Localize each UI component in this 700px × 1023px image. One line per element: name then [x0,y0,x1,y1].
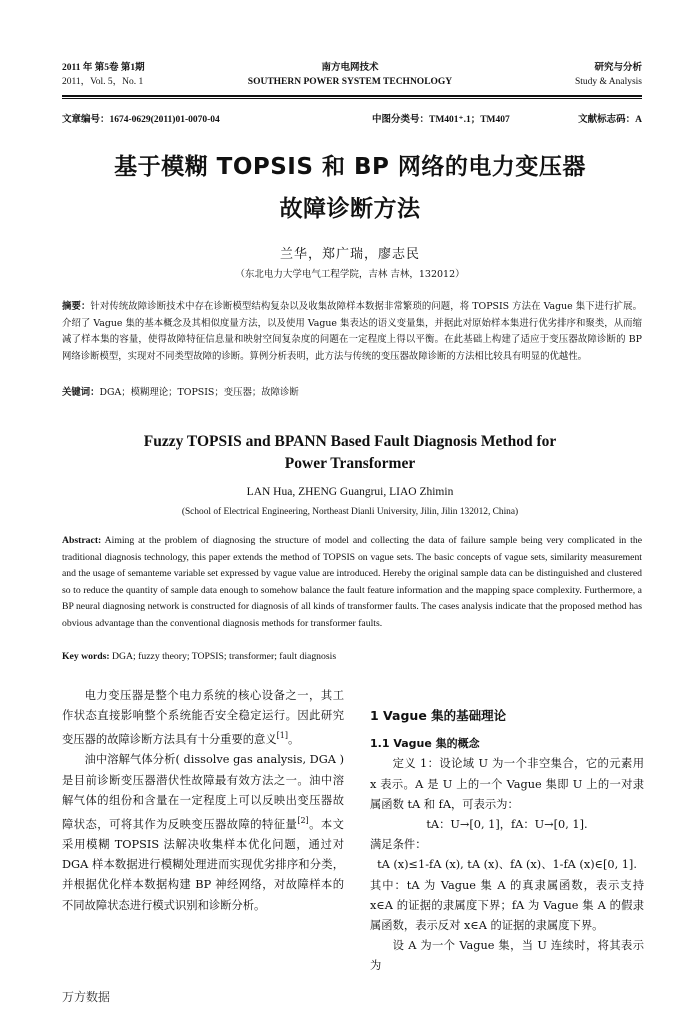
header-rule-thin [62,98,642,99]
abstract-cn-label: 摘要： [62,301,91,312]
formula-2: tA (x)≤1-fA (x), tA (x)、fA (x)、1-fA (x)∈[0, 1]. [377,858,637,872]
keywords-en-text: DGA; fuzzy theory; TOPSIS; transformer; fault diagnosis [109,651,337,662]
continuous-case: 设 A 为一个 Vague 集，当 U 连续时，将其表示为 [370,939,644,973]
keywords-cn-text: DGA；模糊理论；TOPSIS；变压器；故障诊断 [99,387,299,398]
condition-label: 满足条件： [370,838,427,852]
keywords-cn-label: 关键词： [62,387,100,398]
body-right-column [370,706,644,977]
affiliation-cn: （东北电力大学电气工程学院，吉林 吉林，132012） [235,269,465,280]
definition-1: 定义 1：设论域 U 为一个非空集合，它的元素用 x 表示。A 是 U 上的一个 Vague 集即 U 上的一对隶属函数 tA 和 fA，可表示为： [370,757,644,811]
header-rule-thick [62,95,642,97]
section-tag-cn: 研究与分析 [594,63,642,73]
issue-cn: 2011 年 第5卷 第1期 [62,63,145,73]
formula-1: tA：U→[0, 1]，fA：U→[0, 1]. [426,818,588,832]
abstract-en [62,533,642,633]
intro-p2-text-b: 。本文采用模糊 TOPSIS 法解决收集样本优化问题，通过对 DGA 样本数据进行模糊处理进而实现优劣排序和分类，并根据优化样本数据构建 BP 神经网络，对故障样本的不同故障状态进行模式识别和诊断分析。 [62,817,344,912]
issue-en: 2011，Vol. 5，No. 1 [62,77,144,87]
abstract-en-label: Abstract: [62,535,102,546]
section-1-1-heading: 1.1 Vague 集的概念 [370,737,480,751]
title-en-line1: Fuzzy TOPSIS and BPANN Based Fault Diagnosis Method for [143,433,557,450]
title-en-line2: Power Transformer [284,455,416,472]
journal-issue [62,61,145,89]
title-cn-line2: 故障诊断方法 [279,196,421,222]
section-tag [575,61,642,89]
abstract-cn-text: 针对传统故障诊断技术中存在诊断模型结构复杂以及收集故障样本数据非常繁琐的问题，将 TOPSIS 方法在 Vague 集下进行扩展。介绍了 Vague 集的基本概念及其相似度量方法，以及使用 Vague 集表达的语义变量集，并据此对原始样本集进行优劣排序和聚类，从而缩减了样本集的容量，使得故障特征信息量和映射空间复杂度的问题在一定程度上得以平衡。在此基础上构建了适应于变压器故障诊断的 BP 网络诊断模型，实现对不同类型故障的诊断。算例分析表明，此方法与传统的变压器故障诊断的方法相比较具有明显的优越性。 [62,301,642,362]
keywords-cn [62,385,642,402]
affiliation-en: (School of Electrical Engineering, Northeast Dianli University, Jilin, Jilin 132012, China) [181,507,519,517]
keywords-en [62,649,642,666]
footer-watermark: 万方数据 [62,990,111,1004]
body-left-column [62,686,344,916]
intro-p2-text-a: 油中溶解气体分析( dissolve gas analysis, DGA )是目前诊断变压器潜伏性故障最有效方法之一。油中溶解气体的组份和含量在一定程度上可以反映出变压器故障状态，可将其作为反映变压器故障的特征量 [62,753,344,831]
abstract-cn [62,299,642,365]
title-cn-line1: 基于模糊 TOPSIS 和 BP 网络的电力变压器 [114,154,586,180]
citation-1: [1] [276,731,288,741]
journal-name [200,61,500,89]
clc-number: 中图分类号：TM401⁺.1；TM407 [372,115,510,125]
citation-2: [2] [297,815,309,825]
intro-p1-text: 电力变压器是整个电力系统的核心设备之一，其工作状态直接影响整个系统能否安全稳定运行。因此研究变压器的故障诊断方法具有十分重要的意义 [62,689,344,747]
document-code: 文献标志码：A [578,115,642,125]
definition-explanation: 其中：tA 为 Vague 集 A 的真隶属函数，表示支持 x∈A 的证据的隶属度下界；fA 为 Vague 集 A 的假隶属函数，表示反对 x∈A 的证据的隶属度下界。 [370,878,644,933]
section-tag-en: Study & Analysis [574,77,642,87]
authors-cn: 兰华，郑广瑞，廖志民 [279,247,420,262]
journal-name-en: SOUTHERN POWER SYSTEM TECHNOLOGY [247,77,453,87]
keywords-en-label: Key words: [62,651,110,662]
intro-p1-end: 。 [288,733,300,747]
authors-en: LAN Hua, ZHENG Guangrui, LIAO Zhimin [246,486,454,498]
journal-name-cn: 南方电网技术 [321,63,379,73]
intro-paragraph-2 [62,750,344,915]
intro-paragraph-1 [62,686,344,750]
article-number: 文章编号：1674-0629(2011)01-0070-04 [62,115,220,125]
abstract-en-text: Aiming at the problem of diagnosing the structure of model and collecting the data of failure sample being very complicated in the traditional diagnosis technology, this paper extends the method of TOPSIS on vague sets. The basic concepts of vague sets, similarity measurement and the usage of semanteme variable set expressed by vague value are introduced. Hereby the original sample data can be distinguished and clustered so to reduce the quantity of sample data enough to somehow balance the fault feature information and the mapping space complexity. Furthermore, a BP neural diagnosing network is constructed for diagnosis of all kinds of transformer faults. The cases analysis indicate that the proposed method has obvious advantage than the conventional diagnosis methods for transformer faults. [62,535,642,629]
section-1-heading: 1 Vague 集的基础理论 [370,708,507,723]
